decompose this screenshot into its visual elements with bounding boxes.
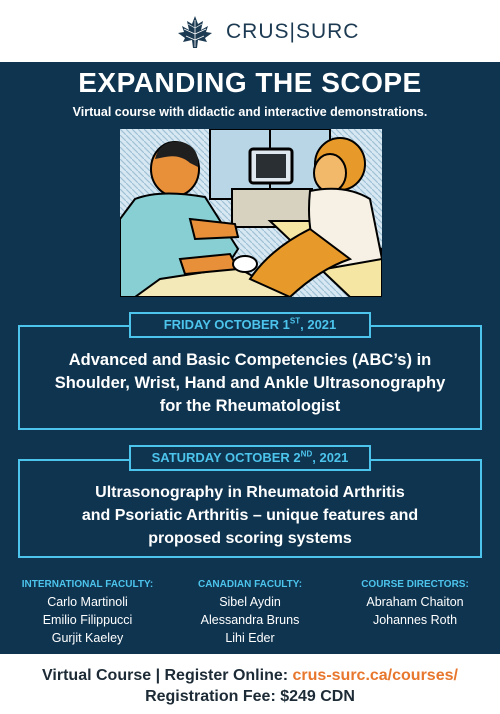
session-friday-title <box>20 349 480 418</box>
faculty-heading: COURSE DIRECTORS: <box>361 579 469 590</box>
page-subtitle: Virtual course with didactic and interactive demonstrations. <box>72 105 428 119</box>
date-ordinal: ND <box>300 449 313 459</box>
date-ordinal: ST <box>289 316 301 326</box>
registration-link[interactable]: crus-surc.ca/courses/ <box>292 667 458 684</box>
faculty-name: Abraham Chaiton <box>366 595 464 609</box>
faculty-name: Lihi Eder <box>225 631 275 645</box>
session-friday-line: Shoulder, Wrist, Hand and Ankle Ultrasonography <box>54 374 446 392</box>
session-saturday-date <box>129 445 371 471</box>
logo[interactable] <box>170 14 359 50</box>
faculty-name: Emilio Filippucci <box>42 613 133 627</box>
faculty-name: Sibel Aydin <box>219 595 281 609</box>
session-friday-line: for the Rheumatologist <box>159 397 341 415</box>
logo-wordmark: CRUS|SURC <box>226 20 360 43</box>
faculty-heading: CANADIAN FACULTY: <box>197 579 303 590</box>
header <box>0 0 500 62</box>
page-title: EXPANDING THE SCOPE <box>78 67 422 98</box>
session-saturday-title <box>20 481 480 550</box>
date-year: , 2021 <box>312 450 349 465</box>
international-faculty <box>20 579 155 647</box>
session-saturday-line: Ultrasonography in Rheumatoid Arthritis <box>95 484 405 501</box>
faculty-name: Alessandra Bruns <box>200 613 300 627</box>
session-saturday-box <box>18 459 482 558</box>
registration-text: Virtual Course | Register Online: <box>42 667 293 684</box>
registration-line <box>0 667 500 685</box>
date-text: FRIDAY OCTOBER 1 <box>163 317 290 332</box>
session-friday-date <box>129 312 371 338</box>
course-directors <box>340 579 490 629</box>
maple-leaf-icon <box>170 14 220 50</box>
session-friday-line: Advanced and Basic Competencies (ABC’s) in <box>68 351 432 369</box>
canadian-faculty <box>180 579 320 647</box>
faculty-name: Johannes Roth <box>372 613 458 627</box>
session-friday-box <box>18 325 482 430</box>
faculty-name: Carlo Martinoli <box>47 595 128 609</box>
registration-fee: Registration Fee: $249 CDN <box>145 688 355 705</box>
faculty-name: Gurjit Kaeley <box>51 631 124 645</box>
session-saturday-line: and Psoriatic Arthritis – unique features and <box>81 507 419 524</box>
footer <box>0 654 500 714</box>
date-text: SATURDAY OCTOBER 2 <box>151 450 301 465</box>
ultrasound-exam-illustration <box>120 129 382 297</box>
session-saturday-line: proposed scoring systems <box>148 530 352 547</box>
faculty-heading: INTERNATIONAL FACULTY: <box>21 579 154 590</box>
date-year: , 2021 <box>300 317 337 332</box>
